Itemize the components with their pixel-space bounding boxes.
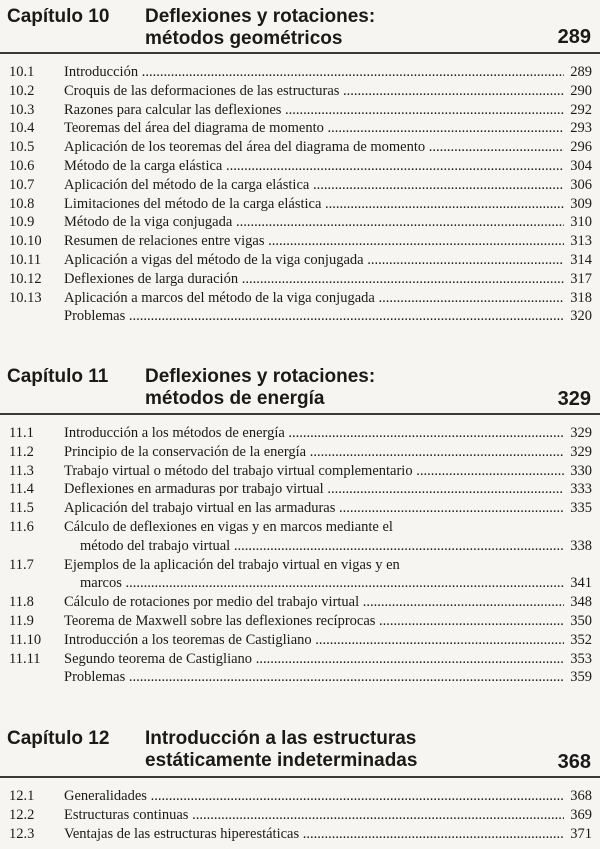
toc-entry (0, 233, 600, 253)
section-title: Cálculo de rotaciones por medio del trabajo virtual ..... (64, 594, 564, 611)
section-number: 10.10 (9, 233, 42, 250)
section-page-number: 369 (570, 806, 592, 823)
toc-entry (0, 500, 600, 520)
section-title: Principio de la conservación de la energía ..... (64, 444, 564, 461)
section-page-number: 293 (570, 120, 592, 137)
chapter-label: Capítulo 11 (7, 366, 109, 387)
toc-entry (0, 64, 600, 84)
section-number: 10.6 (9, 158, 35, 174)
chapter-title-line: Introducción a las estructuras (145, 728, 417, 749)
section-title: Ventajas de las estructuras hiperestáticas ..... (64, 826, 564, 843)
section-title: Croquis de las deformaciones de las estructuras ..... (64, 83, 564, 100)
chapter-label: Capítulo 12 (7, 728, 110, 749)
section-number: 11.5 (9, 500, 34, 517)
toc-entry (0, 788, 600, 808)
section-number: 10.11 (9, 252, 42, 268)
section-number: 10.9 (9, 214, 35, 231)
chapter-heading (0, 728, 600, 776)
section-title: Introducción a los métodos de energía ..... (64, 425, 564, 442)
section-title-continued: método del trabajo virtual ..... (80, 538, 564, 555)
section-page-number: 341 (570, 575, 592, 592)
chapter-title-line: métodos de energía (145, 388, 325, 409)
section-title: Teoremas del área del diagrama de momento ..... (64, 120, 564, 137)
section-title: Ejemplos de la aplicación del trabajo virtual en vigas y en (64, 556, 400, 573)
toc-entry (0, 463, 600, 483)
section-title: Trabajo virtual o método del trabajo virtual complementario ..... (64, 463, 564, 480)
section-title: Aplicación a vigas del método de la viga conjugada ..... (64, 252, 564, 269)
section-number: 11.11 (9, 650, 41, 667)
section-number: 11.1 (9, 425, 34, 441)
section-title: Introducción a los teoremas de Castigliano ..... (64, 632, 564, 649)
section-page-number: 348 (570, 594, 592, 611)
section-number: 11.2 (9, 443, 34, 460)
toc-entry (0, 651, 600, 671)
section-title: Deflexiones en armaduras por trabajo virtual ..... (64, 481, 564, 498)
section-page-number: 333 (570, 481, 592, 498)
section-number: 11.10 (9, 631, 42, 648)
section-page-number: 335 (570, 500, 592, 517)
chapter-label: Capítulo 10 (7, 6, 110, 27)
section-page-number: 368 (570, 788, 592, 804)
section-number: 10.12 (9, 270, 42, 287)
toc-entry (0, 807, 600, 827)
section-title: Razones para calcular las deflexiones ..... (64, 102, 564, 119)
section-title: Problemas ..... (64, 308, 564, 325)
section-page-number: 289 (570, 64, 592, 80)
section-number: 10.3 (9, 101, 35, 118)
toc-entry (0, 481, 600, 501)
section-title: Método de la carga elástica ..... (64, 158, 564, 175)
toc-entry (0, 826, 600, 846)
chapter-page-number: 329 (557, 388, 591, 410)
toc-entry (0, 575, 600, 595)
section-title: Aplicación del trabajo virtual en las armaduras ..... (64, 500, 564, 517)
chapter-title-line: Deflexiones y rotaciones: (145, 366, 376, 387)
section-page-number: 352 (570, 631, 592, 648)
toc-entry (0, 102, 600, 122)
chapter-title-line: Deflexiones y rotaciones: (145, 6, 376, 27)
section-title: Resumen de relaciones entre vigas ..... (64, 233, 564, 250)
section-title: Cálculo de deflexiones en vigas y en marcos mediante el (64, 519, 393, 535)
chapter-title-line: estáticamente indeterminadas (145, 750, 418, 771)
chapter-divider (0, 413, 600, 415)
section-page-number: 330 (570, 462, 592, 479)
section-title: Estructuras continuas ..... (64, 807, 564, 824)
toc-entry (0, 290, 600, 310)
section-title: Aplicación de los teoremas del área del diagrama de momento ..... (64, 139, 564, 156)
chapter-divider (0, 776, 600, 778)
section-number: 12.3 (9, 825, 35, 842)
section-page-number: 329 (570, 443, 592, 460)
toc-entry (0, 444, 600, 464)
toc-entry (0, 139, 600, 159)
section-number: 11.3 (9, 462, 34, 479)
section-page-number: 290 (570, 82, 592, 99)
chapter-divider (0, 52, 600, 54)
toc-entry (0, 425, 600, 445)
chapter-title-line: métodos geométricos (145, 28, 343, 49)
section-title: Aplicación del método de la carga elástica ..... (64, 177, 564, 194)
toc-entry (0, 83, 600, 103)
toc-entry (0, 177, 600, 197)
section-number: 11.7 (9, 556, 34, 573)
chapter-heading (0, 366, 600, 414)
chapter-title (145, 366, 375, 410)
chapter-title (145, 6, 375, 50)
chapter-title (145, 728, 417, 772)
toc-entry (0, 308, 600, 328)
section-page-number: 314 (570, 252, 592, 268)
section-number: 10.7 (9, 176, 35, 193)
chapter-page-number: 289 (557, 26, 591, 48)
section-number: 10.13 (9, 289, 42, 306)
section-page-number: 309 (570, 195, 592, 212)
toc-entry (0, 271, 600, 291)
section-number: 11.4 (9, 481, 34, 498)
chapter-heading (0, 6, 600, 54)
section-number: 11.8 (9, 594, 34, 611)
section-title: Generalidades ..... (64, 788, 564, 805)
section-page-number: 304 (570, 158, 592, 174)
toc-entry (0, 594, 600, 614)
toc-entry (0, 158, 600, 178)
toc-entry (0, 252, 600, 272)
section-title: Limitaciones del método de la carga elástica ..... (64, 196, 564, 213)
section-title-continued: marcos ..... (80, 575, 564, 592)
section-number: 10.4 (9, 120, 35, 137)
section-page-number: 296 (570, 139, 592, 156)
toc-entry (0, 214, 600, 234)
section-page-number: 317 (570, 270, 592, 287)
section-number: 10.1 (9, 64, 35, 80)
section-page-number: 292 (570, 101, 592, 118)
section-title: Segundo teorema de Castigliano ..... (64, 651, 564, 668)
section-page-number: 359 (570, 669, 592, 686)
section-number: 12.2 (9, 806, 35, 823)
section-number: 12.1 (9, 788, 35, 804)
section-page-number: 338 (570, 537, 592, 554)
section-number: 11.6 (9, 519, 34, 535)
section-title: Introducción ..... (64, 64, 564, 81)
toc-entry (0, 538, 600, 558)
section-page-number: 350 (570, 613, 592, 629)
section-title: Aplicación a marcos del método de la viga conjugada ..... (64, 290, 564, 307)
toc-entry (0, 613, 600, 633)
section-page-number: 313 (570, 233, 592, 250)
section-page-number: 310 (570, 214, 592, 231)
section-page-number: 371 (570, 825, 592, 842)
chapter-page-number: 368 (557, 751, 591, 773)
section-number: 10.2 (9, 82, 35, 99)
section-number: 10.8 (9, 195, 35, 212)
toc-entry (0, 196, 600, 216)
section-number: 11.9 (9, 613, 34, 629)
section-title: Problemas ..... (64, 669, 564, 686)
toc-entry (0, 669, 600, 689)
section-page-number: 306 (570, 176, 592, 193)
toc-entry (0, 632, 600, 652)
section-page-number: 353 (570, 650, 592, 667)
section-number: 10.5 (9, 139, 35, 156)
section-page-number: 318 (570, 289, 592, 306)
section-page-number: 320 (570, 308, 592, 325)
toc-entry (0, 120, 600, 140)
section-title: Deflexiones de larga duración ..... (64, 271, 564, 288)
section-page-number: 329 (570, 425, 592, 441)
section-title: Teorema de Maxwell sobre las deflexiones recíprocas ..... (64, 613, 564, 630)
section-title: Método de la viga conjugada ..... (64, 214, 564, 231)
